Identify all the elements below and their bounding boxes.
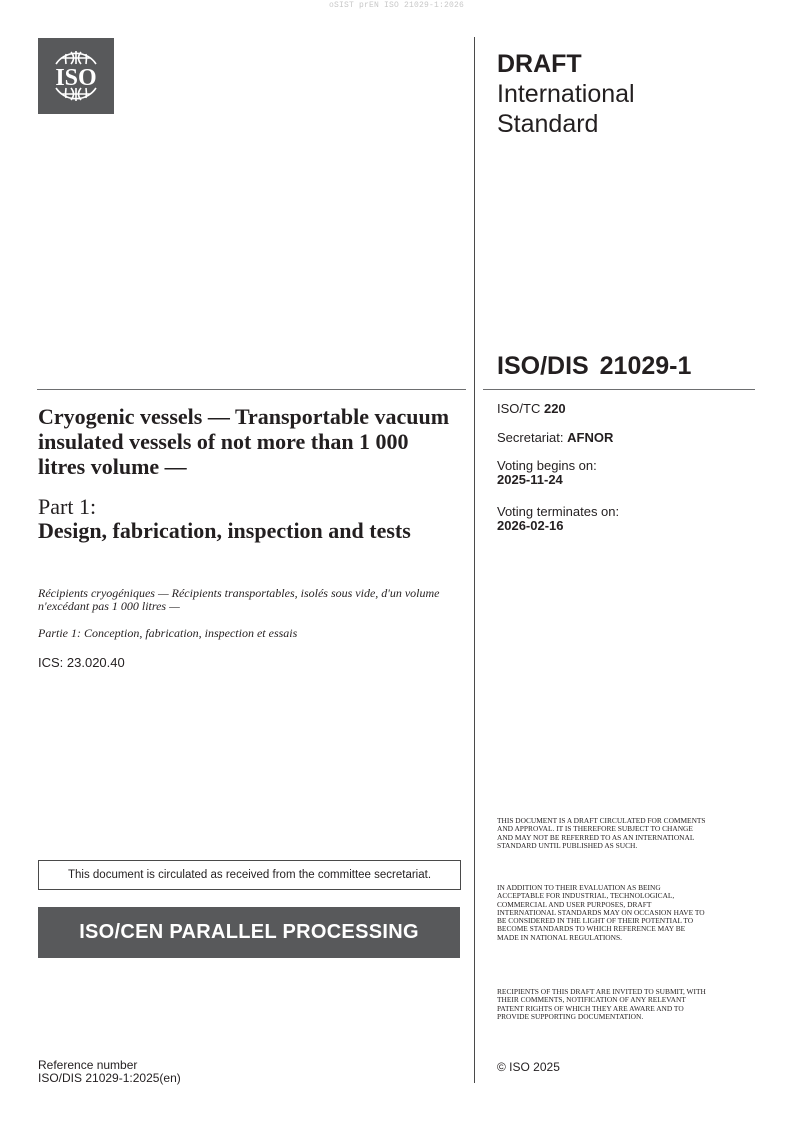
french-part-title: Partie 1: Conception, fabrication, inspection et essais — [38, 626, 298, 640]
secretariat-value: AFNOR — [567, 430, 614, 445]
iso-globe-icon — [38, 38, 114, 114]
technical-committee — [497, 402, 566, 416]
tc-value: 220 — [543, 401, 566, 416]
disclaimer-draft: THIS DOCUMENT IS A DRAFT CIRCULATED FOR COMMENTS AND APPROVAL. IT IS THEREFORE SUBJECT TO CHANGE AND MAY NOT BE REFERRED TO AS AN INTERNATIONAL STANDARD UNTIL PUBLISHED AS SUCH. — [497, 816, 706, 850]
copyright: © ISO 2025 — [497, 1060, 560, 1074]
document-type — [497, 49, 635, 139]
english-title: Cryogenic vessels — Transportable vacuum insulated vessels of not more than 1 000 litres volume — — [38, 404, 450, 479]
secretariat — [497, 431, 613, 445]
parallel-processing-banner: ISO/CEN PARALLEL PROCESSING — [38, 907, 460, 958]
ics-code: ICS: 23.020.40 — [38, 655, 125, 670]
tc-label: ISO/TC — [497, 401, 541, 416]
voting-terminates-date: 2026-02-16 — [497, 518, 564, 533]
part-title: Design, fabrication, inspection and tests — [38, 518, 411, 543]
voting-begins-label: Voting begins on: — [497, 458, 597, 473]
secretariat-label: Secretariat: — [497, 430, 564, 445]
disclaimer-evaluation: IN ADDITION TO THEIR EVALUATION AS BEING ACCEPTABLE FOR INDUSTRIAL, TECHNOLOGICAL, COMMERCIAL AND USER PURPOSES, DRAFT INTERNATIONAL STANDARDS MAY ON OCCASION HAVE TO BE CONSIDERED IN THE LIGHT OF THEIR POTENTIAL TO BECOME STANDARDS TO WHICH REFERENCE MAY BE MADE IN NATIONAL REGULATIONS. — [497, 883, 705, 942]
iso-logo — [38, 38, 114, 114]
voting-terminates-label: Voting terminates on: — [497, 504, 620, 519]
french-title: Récipients cryogéniques — Récipients transportables, isolés sous vide, d'un volume n'excédant pas 1 000 litres — — [38, 586, 440, 613]
part-label: Part 1: — [38, 494, 97, 519]
reference-number: ISO/DIS 21029-1:2025(en) — [38, 1071, 181, 1085]
column-divider — [474, 37, 475, 1083]
voting-begins-date: 2025-11-24 — [497, 472, 563, 487]
svg-text:ISO: ISO — [55, 65, 97, 91]
doc-type-standard: Standard — [497, 110, 599, 138]
watermark: oSIST prEN ISO 21029-1:2026 — [328, 1, 465, 10]
reference-label: Reference number — [38, 1058, 138, 1072]
voting-terminates — [497, 505, 619, 533]
circulation-notice: This document is circulated as received from the committee secretariat. — [38, 860, 461, 890]
doc-type-draft: DRAFT — [497, 50, 582, 78]
disclaimer-patents: RECIPIENTS OF THIS DRAFT ARE INVITED TO SUBMIT, WITH THEIR COMMENTS, NOTIFICATION OF ANY RELEVANT PATENT RIGHTS OF WHICH THEY ARE AWARE AND TO PROVIDE SUPPORTING DOCUMENTATION. — [497, 987, 706, 1021]
doc-type-international: International — [497, 80, 635, 108]
left-rule — [37, 389, 466, 390]
voting-begins — [497, 459, 597, 487]
standard-number: ISO/DIS 21029-1 — [497, 352, 692, 380]
right-rule — [483, 389, 755, 390]
